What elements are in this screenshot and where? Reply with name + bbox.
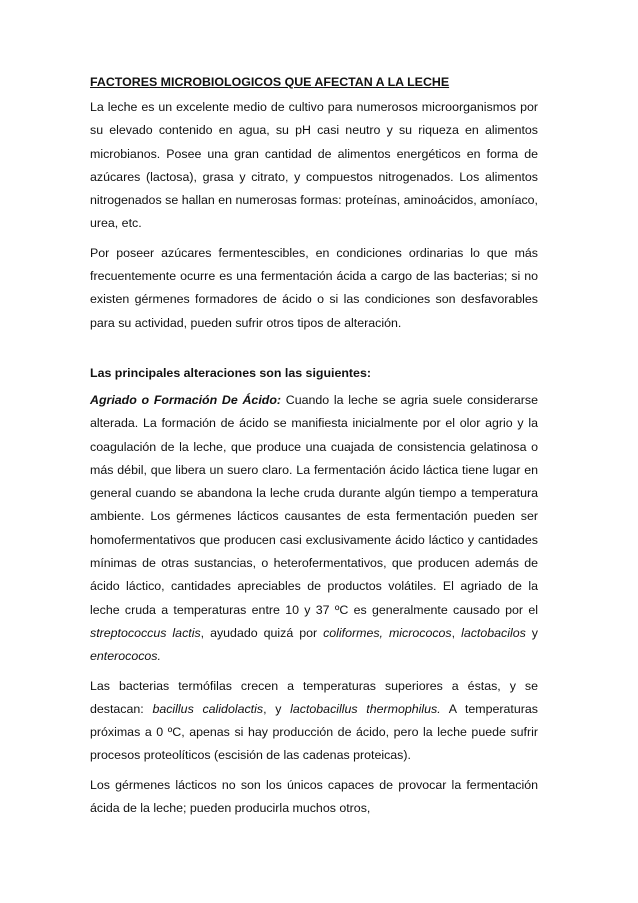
agriado-text-2: , ayudado quizá por: [200, 625, 324, 640]
agriado-sep-1: ,: [451, 625, 462, 640]
species-lactobacillus-thermophilus: lactobacillus thermophilus.: [290, 701, 441, 716]
paragraph-fermentation: Por poseer azúcares fermentescibles, en condiciones ordinarias lo que más frecuentemente ocurre es una fermentación ácida a cargo de las bacterias; si no existen gérmenes formadores de ácido o si las condiciones son desfavorables para su actividad, pueden sufrir otros tipos de alteración.: [90, 245, 538, 330]
species-streptococcus: streptococcus lactis: [90, 625, 201, 640]
paragraph-agriado: [90, 389, 538, 669]
termofilas-text-2: , y: [263, 701, 291, 716]
section-heading: Las principales alteraciones son las siguientes:: [90, 365, 371, 380]
termofilas-text-3: A temperaturas próximas a 0 ºC, apenas si hay producción de ácido, pero la leche puede sufrir procesos proteolíticos (escisión de las cadenas proteicas).: [90, 701, 538, 763]
paragraph-termofilas: [90, 675, 538, 768]
species-coliformes: coliformes, micrococos: [323, 625, 452, 640]
species-bacillus: bacillus calidolactis: [152, 701, 264, 716]
species-lactobacilos: lactobacilos: [461, 625, 526, 640]
document-title: FACTORES MICROBIOLOGICOS QUE AFECTAN A LA LECHE: [90, 75, 450, 89]
term-agriado: Agriado o Formación De Ácido:: [90, 392, 282, 407]
termofilas-text-1: Las bacterias termófilas crecen a temperaturas superiores a éstas, y se destacan:: [90, 678, 538, 716]
species-enterococos: enterococos.: [90, 649, 161, 664]
agriado-sep-2: y: [525, 625, 539, 640]
paragraph-intro: La leche es un excelente medio de cultivo para numerosos microorganismos por su elevado contenido en agua, su pH casi neutro y su riqueza en alimentos microbianos. Posee una gran cantidad de alimentos energéticos en forma de azúcares (lactosa), grasa y citrato, y compuestos nitrogenados. Los alimentos nitrogenados se hallan en numerosas formas: proteínas, aminoácidos, amoníaco, urea, etc.: [90, 100, 538, 231]
spacer: [90, 341, 538, 363]
document-page: [90, 72, 538, 826]
agriado-text-1: Cuando la leche se agria suele considerarse alterada. La formación de ácido se manifiesta inicialmente por el olor agrio y la coagulación de la leche, que produce una cuajada de consistencia gelatinosa o más débil, que libera un suero claro. La fermentación ácido láctica tiene lugar en general cuando se abandona la leche cruda durante algún tiempo a temperatura ambiente. Los gérmenes lácticos causantes de esta fermentación pueden ser homofermentativos que producen casi exclusivamente ácido láctico y cantidades mínimas de otras sustancias, o heterofermentativos, que producen además de ácido láctico, cantidades apreciables de productos volátiles. El agriado de la leche cruda a temperaturas entre 10 y 37 ºC es generalmente causado por el: [90, 392, 539, 617]
paragraph-germenes: Los gérmenes lácticos no son los únicos capaces de provocar la fermentación ácida de la leche; pueden producirla muchos otros,: [90, 777, 538, 816]
